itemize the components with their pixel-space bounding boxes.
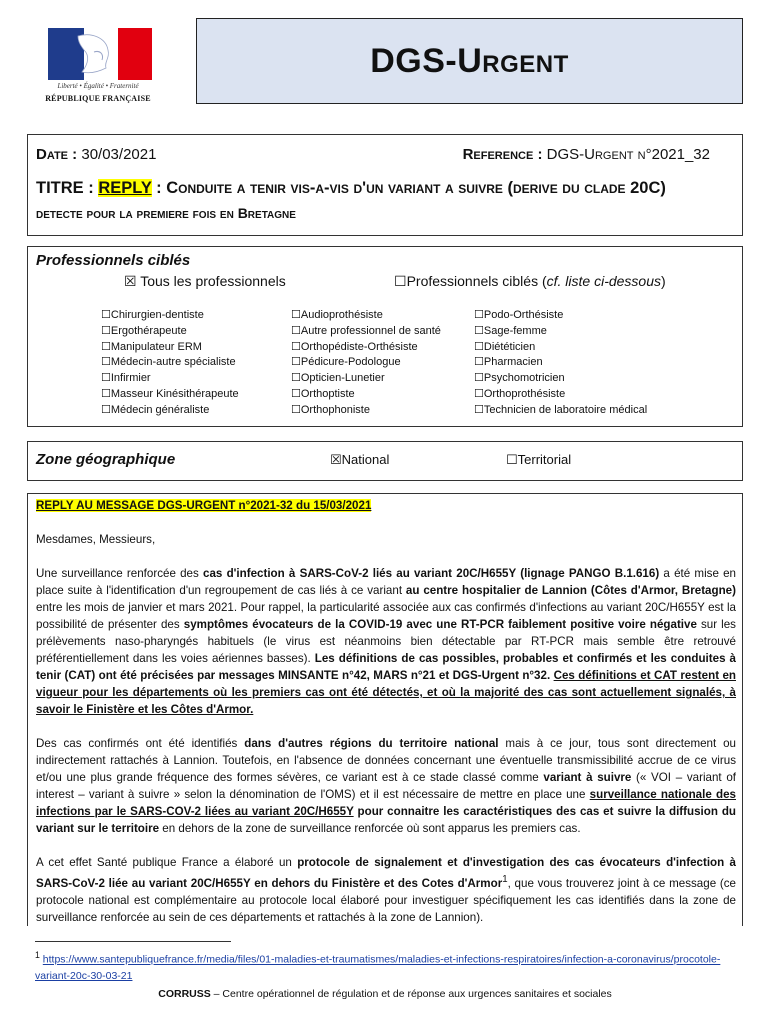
text-run: (« VOI – variant of interest – variant à suivre » selon la dénomination de l'OMS) et il est nécessaire de mettre en place une <box>36 771 736 801</box>
profession-label: Chirurgien-dentiste <box>110 309 204 321</box>
checkbox-checked-icon[interactable]: ☒ <box>124 273 137 289</box>
text-run: entre les mois de janvier et mars 2021. Pour rappel, la particularité associée aux cas confirmés d'infections au variant 20C/H655Y est la possibilité de présenter des <box>36 601 736 631</box>
logo-motto: Liberté • Égalité • Fraternité <box>57 82 139 90</box>
profession-option[interactable] <box>291 308 441 324</box>
text-run: protocole de signalement et d'investigation des cas évocateurs d'infection à SARS-CoV-2 liée au variant 20C/H655Y en dehors du Finistère et des Cotes d'Armor <box>36 856 737 890</box>
text-run: Des cas confirmés ont été identifiés <box>36 737 245 750</box>
profession-label: Médecin généraliste <box>110 403 210 416</box>
profession-label: Manipulateur ERM <box>110 340 202 353</box>
checkbox-empty-icon[interactable]: ☐ <box>291 324 301 337</box>
text-run: surveillance nationale des infections par le SARS-COV-2 liées au variant 20C/H655Y <box>36 788 736 818</box>
profession-label: Sage-femme <box>483 324 547 337</box>
profession-label: Audioprothésiste <box>300 309 383 321</box>
page-title: DGS-Urgent <box>370 41 569 80</box>
message-info-box <box>27 134 743 236</box>
text-run: , que vous trouverez joint à ce message (ce protocole national est complémentaire au protocole local élaboré pour investiguer spécifiquement les cas identifiés dans la zone de surveillance renforcée au sein de ces départements et rattachés à la zone de Lannion). <box>36 876 736 924</box>
message-body <box>36 497 736 943</box>
text-run: symptômes évocateurs de la COVID-19 avec une RT-PCR faiblement positive voire négative <box>183 618 697 631</box>
text-run: au centre hospitalier de Lannion (Côtes d'Armor, Bretagne) <box>405 584 736 597</box>
checkbox-empty-icon[interactable]: ☐ <box>474 403 484 416</box>
text-run: en dehors de la zone de surveillance renforcée où sont apparus les premiers cas. <box>159 822 581 835</box>
profession-option[interactable] <box>291 403 441 419</box>
checkbox-empty-icon[interactable]: ☐ <box>474 340 484 353</box>
profession-option[interactable] <box>474 387 647 403</box>
profession-option[interactable] <box>474 371 647 387</box>
checkbox-empty-icon[interactable]: ☐ <box>101 340 111 353</box>
republique-francaise-logo <box>34 18 192 104</box>
text-run: pour connaitre les caractéristiques des cas et suivre la diffusion du variant sur le territoire <box>36 805 736 835</box>
profession-option[interactable] <box>474 403 647 419</box>
profession-option[interactable] <box>474 324 647 340</box>
reference-line <box>463 146 710 163</box>
all-professionals-label: Tous les professionnels <box>140 273 286 289</box>
profession-option[interactable] <box>101 308 239 324</box>
page-footer <box>0 988 770 1000</box>
document-header <box>34 18 743 104</box>
checkbox-checked-icon[interactable]: ☒ <box>330 452 342 467</box>
checkbox-empty-icon[interactable]: ☐ <box>291 356 301 369</box>
professionals-box <box>27 246 743 427</box>
profession-label: Autre professionnel de santé <box>300 324 441 337</box>
profession-option[interactable] <box>291 340 441 356</box>
text-run: Une surveillance renforcée des <box>36 567 204 580</box>
checkbox-empty-icon[interactable]: ☐ <box>101 387 111 400</box>
reference-value: DGS-Urgent n°2021_32 <box>546 146 710 163</box>
profession-option[interactable] <box>101 371 239 387</box>
checkbox-empty-icon[interactable]: ☐ <box>474 356 484 369</box>
profession-label: Psychomotricien <box>483 372 565 385</box>
zone-heading: Zone géographique <box>36 451 176 468</box>
reply-heading: REPLY AU MESSAGE DGS-URGENT n°2021-32 du 15/03/2021 <box>36 499 372 512</box>
checkbox-empty-icon[interactable]: ☐ <box>474 309 484 321</box>
logo-republic: RÉPUBLIQUE FRANÇAISE <box>45 94 151 103</box>
footer-description: – Centre opérationnel de régulation et de réponse aux urgences sanitaires et sociales <box>210 988 612 1000</box>
profession-option[interactable] <box>474 355 647 371</box>
zone-national-option[interactable] <box>330 452 389 468</box>
profession-option[interactable] <box>291 387 441 403</box>
profession-option[interactable] <box>291 324 441 340</box>
footer-org: CORRUSS <box>158 988 211 1000</box>
text-run: Ces définitions et CAT restent en vigueur pour les départements où les premiers cas ont été détectés, et où la majorité des cas sont actuellement signalés, à savoir le Finistère et les Côtes d'Armor. <box>36 669 736 716</box>
checkbox-empty-icon[interactable]: ☐ <box>101 372 111 385</box>
titre-label: TITRE : <box>36 179 94 197</box>
checkbox-empty-icon[interactable]: ☐ <box>291 309 301 321</box>
profession-option[interactable] <box>101 324 239 340</box>
profession-label: Diététicien <box>483 340 536 353</box>
titre-line-1 <box>36 179 666 198</box>
text-run: cas d'infection à SARS-CoV-2 liés au variant 20C/H655Y (lignage PANGO B.1.616) <box>203 567 660 580</box>
profession-label: Pédicure-Podologue <box>300 356 401 369</box>
checkbox-empty-icon[interactable]: ☐ <box>101 324 111 337</box>
targeted-professionals-option[interactable] <box>394 273 666 290</box>
checkbox-empty-icon[interactable]: ☐ <box>101 356 111 369</box>
profession-label: Pharmacien <box>483 356 543 369</box>
titre-text: : Conduite a tenir vis-a-vis d'un variant a suivre (derive du clade 20C) <box>156 179 666 197</box>
checkbox-empty-icon[interactable]: ☐ <box>101 403 111 416</box>
checkbox-empty-icon[interactable]: ☐ <box>291 403 301 416</box>
zone-national-label: National <box>341 452 390 467</box>
footnote-number: 1 <box>35 950 40 960</box>
text-run: 1 <box>502 874 508 885</box>
reference-label: Reference : <box>462 146 543 163</box>
titre-line-2: detecte pour la premiere fois en Bretagne <box>36 205 296 221</box>
profession-label: Orthopédiste-Orthésiste <box>300 340 418 353</box>
profession-option[interactable] <box>101 403 239 419</box>
date-label: Date : <box>36 146 78 163</box>
date-line <box>36 146 156 163</box>
professions-column-2 <box>291 308 441 419</box>
profession-label: Technicien de laboratoire médical <box>483 403 648 416</box>
date-value: 30/03/2021 <box>81 146 157 163</box>
profession-option[interactable] <box>101 355 239 371</box>
zone-territorial-label: Territorial <box>517 452 572 467</box>
zone-box <box>27 441 743 481</box>
checkbox-empty-icon[interactable]: ☐ <box>474 372 484 385</box>
paragraph-1 <box>36 565 736 718</box>
profession-label: Orthoptiste <box>300 387 355 400</box>
zone-territorial-option[interactable] <box>506 452 571 468</box>
professions-column-3 <box>474 308 647 419</box>
all-professionals-option[interactable] <box>124 273 286 290</box>
text-run: Les définitions de cas possibles, probables et confirmés et les conduites à tenir (CAT) ont été précisées par messages MINSANTE n°42, MARS n°21 et DGS-Urgent n°32. <box>36 652 736 682</box>
footnote-divider <box>35 941 231 942</box>
profession-label: Podo-Orthésiste <box>483 309 564 321</box>
profession-option[interactable] <box>474 308 647 324</box>
checkbox-empty-icon[interactable]: ☐ <box>474 324 484 337</box>
checkbox-empty-icon[interactable]: ☐ <box>291 387 301 400</box>
text-run: mais à ce jour, tous sont directement ou indirectement rattachés à Lannion. Toutefois, en l'absence de données concernant une éventuelle transmissibilité accrue de ce virus et/ou une plus grande fréquence des formes sévères, ce variant est à ce stade classé comme <box>36 737 737 784</box>
profession-label: Orthoprothésiste <box>483 387 566 400</box>
titre-reply-highlight: REPLY <box>98 179 152 197</box>
profession-option[interactable] <box>101 340 239 356</box>
profession-label: Ergothérapeute <box>110 324 187 337</box>
targeted-label-end: ) <box>661 273 666 289</box>
salutation: Mesdames, Messieurs, <box>36 533 156 546</box>
text-run: variant à suivre <box>543 771 632 784</box>
checkbox-empty-icon[interactable]: ☐ <box>506 452 518 467</box>
text-run: dans d'autres régions du territoire national <box>244 737 499 750</box>
checkbox-empty-icon[interactable]: ☐ <box>291 372 301 385</box>
professionals-heading: Professionnels ciblés <box>36 252 191 269</box>
message-body-box <box>27 493 743 926</box>
header-title-box <box>196 18 743 104</box>
profession-option[interactable] <box>291 355 441 371</box>
profession-label: Masseur Kinésithérapeute <box>110 387 239 400</box>
profession-label: Infirmier <box>110 372 151 385</box>
profession-label: Médecin-autre spécialiste <box>110 356 236 369</box>
profession-label: Opticien-Lunetier <box>300 372 385 385</box>
profession-option[interactable] <box>474 340 647 356</box>
footnote-link[interactable]: https://www.santepubliquefrance.fr/media/files/01-maladies-et-traumatismes/maladies-et-infections-respiratoires/infection-a-coronavirus/procotole-variant-20c-30-03-21 <box>35 953 721 982</box>
text-run: sur les prélèvements naso-pharyngés habituels (le virus est néanmoins bien détectable par RT-PCR mais semble être retrouvé préférentiellement dans les voies aériennes basses). <box>36 618 736 665</box>
paragraph-2 <box>36 735 736 837</box>
profession-option[interactable] <box>101 387 239 403</box>
targeted-label-start: Professionnels ciblés ( <box>406 273 547 289</box>
professions-column-1 <box>101 308 239 419</box>
checkbox-empty-icon[interactable]: ☐ <box>291 340 301 353</box>
checkbox-empty-icon[interactable]: ☐ <box>394 273 407 289</box>
checkbox-empty-icon[interactable]: ☐ <box>101 309 111 321</box>
profession-label: Orthophoniste <box>300 403 370 416</box>
marianne-flag-icon <box>48 28 152 80</box>
footnote <box>35 947 735 984</box>
text-run: A cet effet Santé publique France a élaboré un <box>36 856 298 869</box>
targeted-label-cf: cf. liste ci-dessous <box>546 273 661 289</box>
checkbox-empty-icon[interactable]: ☐ <box>474 387 484 400</box>
paragraph-3 <box>36 854 736 926</box>
profession-option[interactable] <box>291 371 441 387</box>
text-run: a été mise en place suite à l'identification d'un regroupement de cas liés à ce variant <box>36 567 736 597</box>
